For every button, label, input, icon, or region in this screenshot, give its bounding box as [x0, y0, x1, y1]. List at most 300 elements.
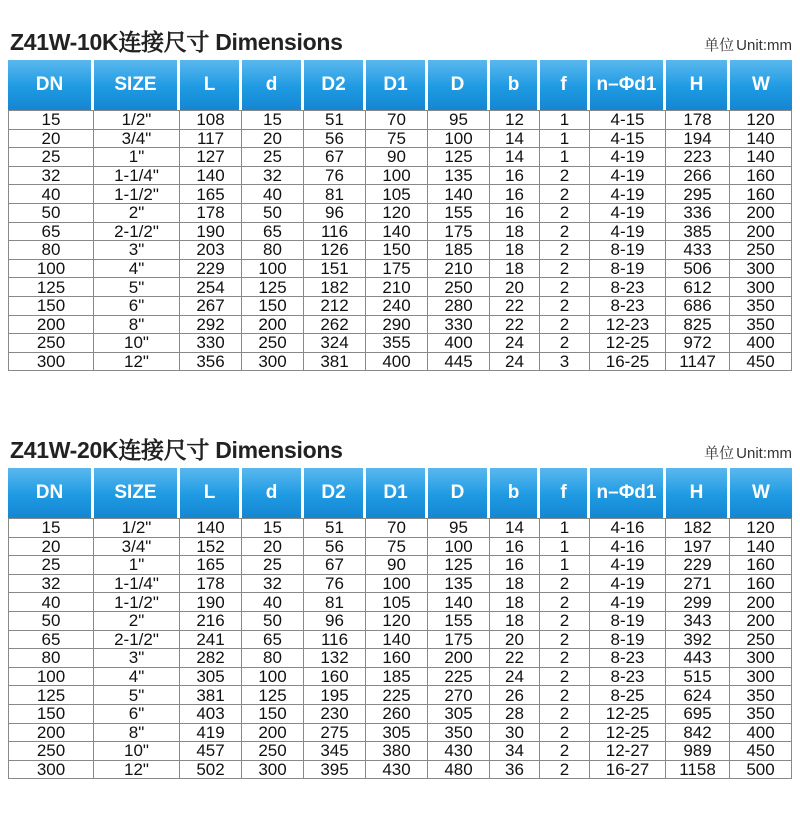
table-cell: 81 [304, 593, 366, 612]
table-cell: 200 [730, 593, 792, 612]
table-cell: 250 [242, 742, 304, 761]
table-cell: 380 [366, 742, 428, 761]
table-cell: 20 [490, 278, 540, 297]
table-cell: 75 [366, 130, 428, 149]
header-row [8, 468, 792, 518]
table-cell: 330 [180, 334, 242, 353]
table-cell: 2 [540, 167, 590, 186]
table-cell: 200 [428, 649, 490, 668]
table-cell: 70 [366, 110, 428, 130]
table-cell: 95 [428, 110, 490, 130]
table-cell: 295 [666, 185, 730, 204]
table-cell: 100 [366, 575, 428, 594]
table-row [8, 575, 792, 594]
table-cell: 8-23 [590, 297, 666, 316]
table-cell: 624 [666, 686, 730, 705]
table-cell: 16 [490, 167, 540, 186]
table-cell: 2-1/2" [94, 631, 180, 650]
table-cell: 500 [730, 761, 792, 780]
table-cell: 381 [180, 686, 242, 705]
unit-value: Unit:mm [736, 445, 792, 462]
table-cell: 4-19 [590, 148, 666, 167]
table-cell: 160 [730, 167, 792, 186]
table-cell: 100 [8, 260, 94, 279]
table-cell: 250 [8, 334, 94, 353]
column-header: n–Φd1 [590, 468, 666, 518]
table-cell: 250 [428, 278, 490, 297]
table-cell: 225 [366, 686, 428, 705]
table-cell: 506 [666, 260, 730, 279]
table-cell: 230 [304, 705, 366, 724]
table-cell: 40 [242, 593, 304, 612]
table-cell: 50 [8, 204, 94, 223]
table-cell: 280 [428, 297, 490, 316]
table-cell: 175 [366, 260, 428, 279]
table-cell: 2 [540, 724, 590, 743]
table-cell: 1 [540, 538, 590, 557]
table-cell: 132 [304, 649, 366, 668]
table-cell: 125 [428, 148, 490, 167]
table-cell: 22 [490, 297, 540, 316]
table-title: Z41W-20K连接尺寸 Dimensions [10, 437, 343, 463]
unit-value: Unit:mm [736, 37, 792, 54]
table-cell: 80 [242, 241, 304, 260]
table-cell: 260 [366, 705, 428, 724]
table-cell: 400 [366, 353, 428, 372]
table-cell: 18 [490, 612, 540, 631]
table-cell: 67 [304, 556, 366, 575]
table-cell: 125 [242, 686, 304, 705]
table-cell: 6" [94, 297, 180, 316]
column-header: D [428, 60, 490, 110]
table-cell: 14 [490, 130, 540, 149]
table-cell: 135 [428, 167, 490, 186]
table-cell: 16-25 [590, 353, 666, 372]
table-cell: 262 [304, 316, 366, 335]
table-cell: 4-19 [590, 185, 666, 204]
table-cell: 95 [428, 518, 490, 538]
table-cell: 4-19 [590, 167, 666, 186]
table-cell: 400 [428, 334, 490, 353]
table-cell: 2 [540, 316, 590, 335]
table-cell: 4-16 [590, 538, 666, 557]
table-cell: 56 [304, 130, 366, 149]
table-row [8, 761, 792, 780]
table-cell: 250 [730, 631, 792, 650]
table-cell: 4" [94, 260, 180, 279]
column-header: d [242, 468, 304, 518]
table-cell: 381 [304, 353, 366, 372]
table-cell: 330 [428, 316, 490, 335]
table-cell: 300 [730, 260, 792, 279]
table-cell: 151 [304, 260, 366, 279]
table-cell: 392 [666, 631, 730, 650]
table-cell: 65 [8, 631, 94, 650]
table-cell: 96 [304, 204, 366, 223]
table-cell: 1 [540, 148, 590, 167]
table-cell: 4-15 [590, 110, 666, 130]
dimensions-table-20k [8, 468, 792, 779]
table-cell: 300 [8, 353, 94, 372]
table-cell: 127 [180, 148, 242, 167]
column-header: SIZE [94, 60, 180, 110]
table-cell: 75 [366, 538, 428, 557]
table-cell: 254 [180, 278, 242, 297]
column-header: D1 [366, 468, 428, 518]
table-cell: 1-1/2" [94, 185, 180, 204]
table-cell: 16-27 [590, 761, 666, 780]
table-cell: 200 [242, 316, 304, 335]
table-cell: 140 [428, 593, 490, 612]
table-cell: 100 [242, 260, 304, 279]
table-cell: 120 [366, 612, 428, 631]
table-row [8, 241, 792, 260]
table-cell: 1/2" [94, 110, 180, 130]
table-cell: 100 [242, 668, 304, 687]
table-cell: 90 [366, 148, 428, 167]
table-cell: 32 [8, 167, 94, 186]
unit-note [704, 34, 792, 55]
table-cell: 18 [490, 223, 540, 242]
table-cell: 18 [490, 575, 540, 594]
table-cell: 400 [730, 334, 792, 353]
table-cell: 8-19 [590, 241, 666, 260]
table-cell: 250 [730, 241, 792, 260]
table-cell: 34 [490, 742, 540, 761]
table-cell: 8-23 [590, 668, 666, 687]
table-cell: 51 [304, 110, 366, 130]
table-cell: 350 [730, 297, 792, 316]
table-cell: 190 [180, 593, 242, 612]
table-cell: 22 [490, 316, 540, 335]
table-cell: 2 [540, 593, 590, 612]
table-row [8, 148, 792, 167]
table-cell: 18 [490, 260, 540, 279]
table-cell: 40 [8, 185, 94, 204]
table-cell: 182 [304, 278, 366, 297]
column-header: DN [8, 60, 94, 110]
table-cell: 343 [666, 612, 730, 631]
table-cell: 12 [490, 110, 540, 130]
table-cell: 4-19 [590, 593, 666, 612]
table-cell: 15 [8, 110, 94, 130]
table-cell: 105 [366, 593, 428, 612]
table-cell: 502 [180, 761, 242, 780]
table-cell: 76 [304, 167, 366, 186]
table-cell: 14 [490, 148, 540, 167]
table-cell: 165 [180, 556, 242, 575]
table-cell: 200 [730, 612, 792, 631]
table-cell: 190 [180, 223, 242, 242]
column-header: D1 [366, 60, 428, 110]
table-body [8, 110, 792, 371]
table-row [8, 538, 792, 557]
table-cell: 185 [366, 668, 428, 687]
table-cell: 400 [730, 724, 792, 743]
table-cell: 90 [366, 556, 428, 575]
table-cell: 2 [540, 241, 590, 260]
table-cell: 18 [490, 593, 540, 612]
column-header: D [428, 468, 490, 518]
table-cell: 695 [666, 705, 730, 724]
table-cell: 22 [490, 649, 540, 668]
table-cell: 989 [666, 742, 730, 761]
table-cell: 350 [730, 316, 792, 335]
table-cell: 2 [540, 575, 590, 594]
table-cell: 200 [8, 724, 94, 743]
column-header: SIZE [94, 468, 180, 518]
table-row [8, 167, 792, 186]
table-cell: 175 [428, 631, 490, 650]
table-cell: 355 [366, 334, 428, 353]
table-cell: 16 [490, 556, 540, 575]
table-row [8, 223, 792, 242]
table-cell: 96 [304, 612, 366, 631]
table-cell: 200 [730, 204, 792, 223]
table-row [8, 724, 792, 743]
section-header [8, 430, 792, 468]
table-cell: 178 [666, 110, 730, 130]
table-row [8, 742, 792, 761]
table-cell: 300 [730, 278, 792, 297]
table-cell: 32 [8, 575, 94, 594]
table-cell: 2 [540, 223, 590, 242]
table-cell: 40 [242, 185, 304, 204]
table-cell: 14 [490, 518, 540, 538]
table-cell: 2 [540, 742, 590, 761]
column-header: L [180, 468, 242, 518]
table-cell: 140 [366, 631, 428, 650]
table-cell: 2 [540, 686, 590, 705]
table-cell: 345 [304, 742, 366, 761]
table-cell: 2 [540, 260, 590, 279]
table-cell: 4-15 [590, 130, 666, 149]
table-cell: 65 [242, 631, 304, 650]
table-cell: 18 [490, 241, 540, 260]
table-cell: 20 [242, 538, 304, 557]
table-body [8, 518, 792, 779]
table-cell: 50 [8, 612, 94, 631]
table-cell: 229 [666, 556, 730, 575]
column-header: W [730, 60, 792, 110]
table-row [8, 297, 792, 316]
table-cell: 210 [428, 260, 490, 279]
column-header: D2 [304, 468, 366, 518]
table-cell: 3/4" [94, 130, 180, 149]
table-cell: 445 [428, 353, 490, 372]
table-cell: 117 [180, 130, 242, 149]
column-header: n–Φd1 [590, 60, 666, 110]
table-cell: 125 [242, 278, 304, 297]
table-cell: 275 [304, 724, 366, 743]
column-header: DN [8, 468, 94, 518]
table-cell: 2" [94, 204, 180, 223]
table-cell: 3" [94, 649, 180, 668]
table-cell: 2 [540, 631, 590, 650]
table-cell: 210 [366, 278, 428, 297]
table-row [8, 593, 792, 612]
table-cell: 350 [730, 705, 792, 724]
table-row [8, 353, 792, 372]
table-cell: 25 [242, 148, 304, 167]
table-cell: 56 [304, 538, 366, 557]
table-cell: 65 [242, 223, 304, 242]
table-cell: 2 [540, 668, 590, 687]
table-row [8, 649, 792, 668]
table-cell: 336 [666, 204, 730, 223]
table-cell: 125 [8, 278, 94, 297]
table-cell: 229 [180, 260, 242, 279]
table-cell: 356 [180, 353, 242, 372]
table-cell: 972 [666, 334, 730, 353]
table-cell: 2 [540, 649, 590, 668]
table-cell: 36 [490, 761, 540, 780]
table-cell: 120 [730, 110, 792, 130]
table-cell: 3/4" [94, 538, 180, 557]
table-cell: 120 [366, 204, 428, 223]
table-cell: 686 [666, 297, 730, 316]
table-title: Z41W-10K连接尺寸 Dimensions [10, 29, 343, 55]
table-row [8, 334, 792, 353]
table-cell: 116 [304, 223, 366, 242]
table-cell: 12-25 [590, 334, 666, 353]
table-cell: 2 [540, 612, 590, 631]
table-cell: 65 [8, 223, 94, 242]
column-header: H [666, 468, 730, 518]
table-cell: 30 [490, 724, 540, 743]
table-row [8, 260, 792, 279]
table-cell: 116 [304, 631, 366, 650]
table-cell: 4-16 [590, 518, 666, 538]
unit-label: 单位 [704, 445, 735, 462]
table-cell: 8-19 [590, 612, 666, 631]
table-cell: 100 [366, 167, 428, 186]
table-cell: 300 [730, 668, 792, 687]
table-cell: 16 [490, 538, 540, 557]
table-cell: 2 [540, 334, 590, 353]
table-cell: 140 [366, 223, 428, 242]
table-cell: 24 [490, 353, 540, 372]
table-cell: 140 [180, 518, 242, 538]
table-cell: 160 [730, 575, 792, 594]
table-cell: 26 [490, 686, 540, 705]
table-cell: 100 [428, 538, 490, 557]
table-cell: 385 [666, 223, 730, 242]
table-row [8, 612, 792, 631]
table-cell: 12-23 [590, 316, 666, 335]
table-cell: 178 [180, 575, 242, 594]
table-cell: 292 [180, 316, 242, 335]
table-cell: 3" [94, 241, 180, 260]
table-cell: 2 [540, 278, 590, 297]
table-cell: 1-1/4" [94, 167, 180, 186]
table-cell: 80 [8, 241, 94, 260]
table-cell: 241 [180, 631, 242, 650]
table-cell: 1 [540, 110, 590, 130]
table-row [8, 316, 792, 335]
table-cell: 212 [304, 297, 366, 316]
table-cell: 15 [242, 518, 304, 538]
table-cell: 266 [666, 167, 730, 186]
table-header [8, 468, 792, 518]
table-cell: 1158 [666, 761, 730, 780]
table-cell: 270 [428, 686, 490, 705]
table-cell: 300 [242, 353, 304, 372]
table-cell: 120 [730, 518, 792, 538]
table-cell: 1" [94, 148, 180, 167]
table-cell: 305 [428, 705, 490, 724]
table-cell: 125 [8, 686, 94, 705]
table-cell: 842 [666, 724, 730, 743]
table-cell: 67 [304, 148, 366, 167]
table-cell: 125 [428, 556, 490, 575]
table-cell: 480 [428, 761, 490, 780]
unit-label: 单位 [704, 37, 735, 54]
table-cell: 108 [180, 110, 242, 130]
table-cell: 2 [540, 761, 590, 780]
table-cell: 350 [428, 724, 490, 743]
table-cell: 4-19 [590, 223, 666, 242]
table-cell: 300 [242, 761, 304, 780]
table-cell: 12-25 [590, 724, 666, 743]
table-row [8, 556, 792, 575]
table-header [8, 60, 792, 110]
table-cell: 2 [540, 705, 590, 724]
table-cell: 8-19 [590, 260, 666, 279]
header-row [8, 60, 792, 110]
table-cell: 150 [366, 241, 428, 260]
table-cell: 267 [180, 297, 242, 316]
table-cell: 160 [730, 556, 792, 575]
table-row [8, 686, 792, 705]
column-header: b [490, 468, 540, 518]
table-cell: 250 [8, 742, 94, 761]
table-cell: 8-23 [590, 649, 666, 668]
table-cell: 430 [428, 742, 490, 761]
table-cell: 430 [366, 761, 428, 780]
table-cell: 24 [490, 668, 540, 687]
table-cell: 2 [540, 297, 590, 316]
table-cell: 50 [242, 612, 304, 631]
table-cell: 2 [540, 185, 590, 204]
table-cell: 160 [304, 668, 366, 687]
table-cell: 300 [730, 649, 792, 668]
section-header [8, 22, 792, 60]
table-cell: 50 [242, 204, 304, 223]
table-cell: 80 [8, 649, 94, 668]
table-cell: 8-23 [590, 278, 666, 297]
column-header: H [666, 60, 730, 110]
table-cell: 24 [490, 334, 540, 353]
table-cell: 16 [490, 204, 540, 223]
table-cell: 150 [8, 297, 94, 316]
table-cell: 200 [730, 223, 792, 242]
table-cell: 250 [242, 334, 304, 353]
table-cell: 12-27 [590, 742, 666, 761]
table-cell: 76 [304, 575, 366, 594]
table-cell: 1 [540, 556, 590, 575]
table-cell: 282 [180, 649, 242, 668]
table-cell: 300 [8, 761, 94, 780]
table-cell: 457 [180, 742, 242, 761]
column-header: d [242, 60, 304, 110]
table-cell: 81 [304, 185, 366, 204]
table-cell: 8-19 [590, 631, 666, 650]
table-cell: 324 [304, 334, 366, 353]
table-cell: 140 [428, 185, 490, 204]
table-cell: 225 [428, 668, 490, 687]
table-cell: 12" [94, 761, 180, 780]
